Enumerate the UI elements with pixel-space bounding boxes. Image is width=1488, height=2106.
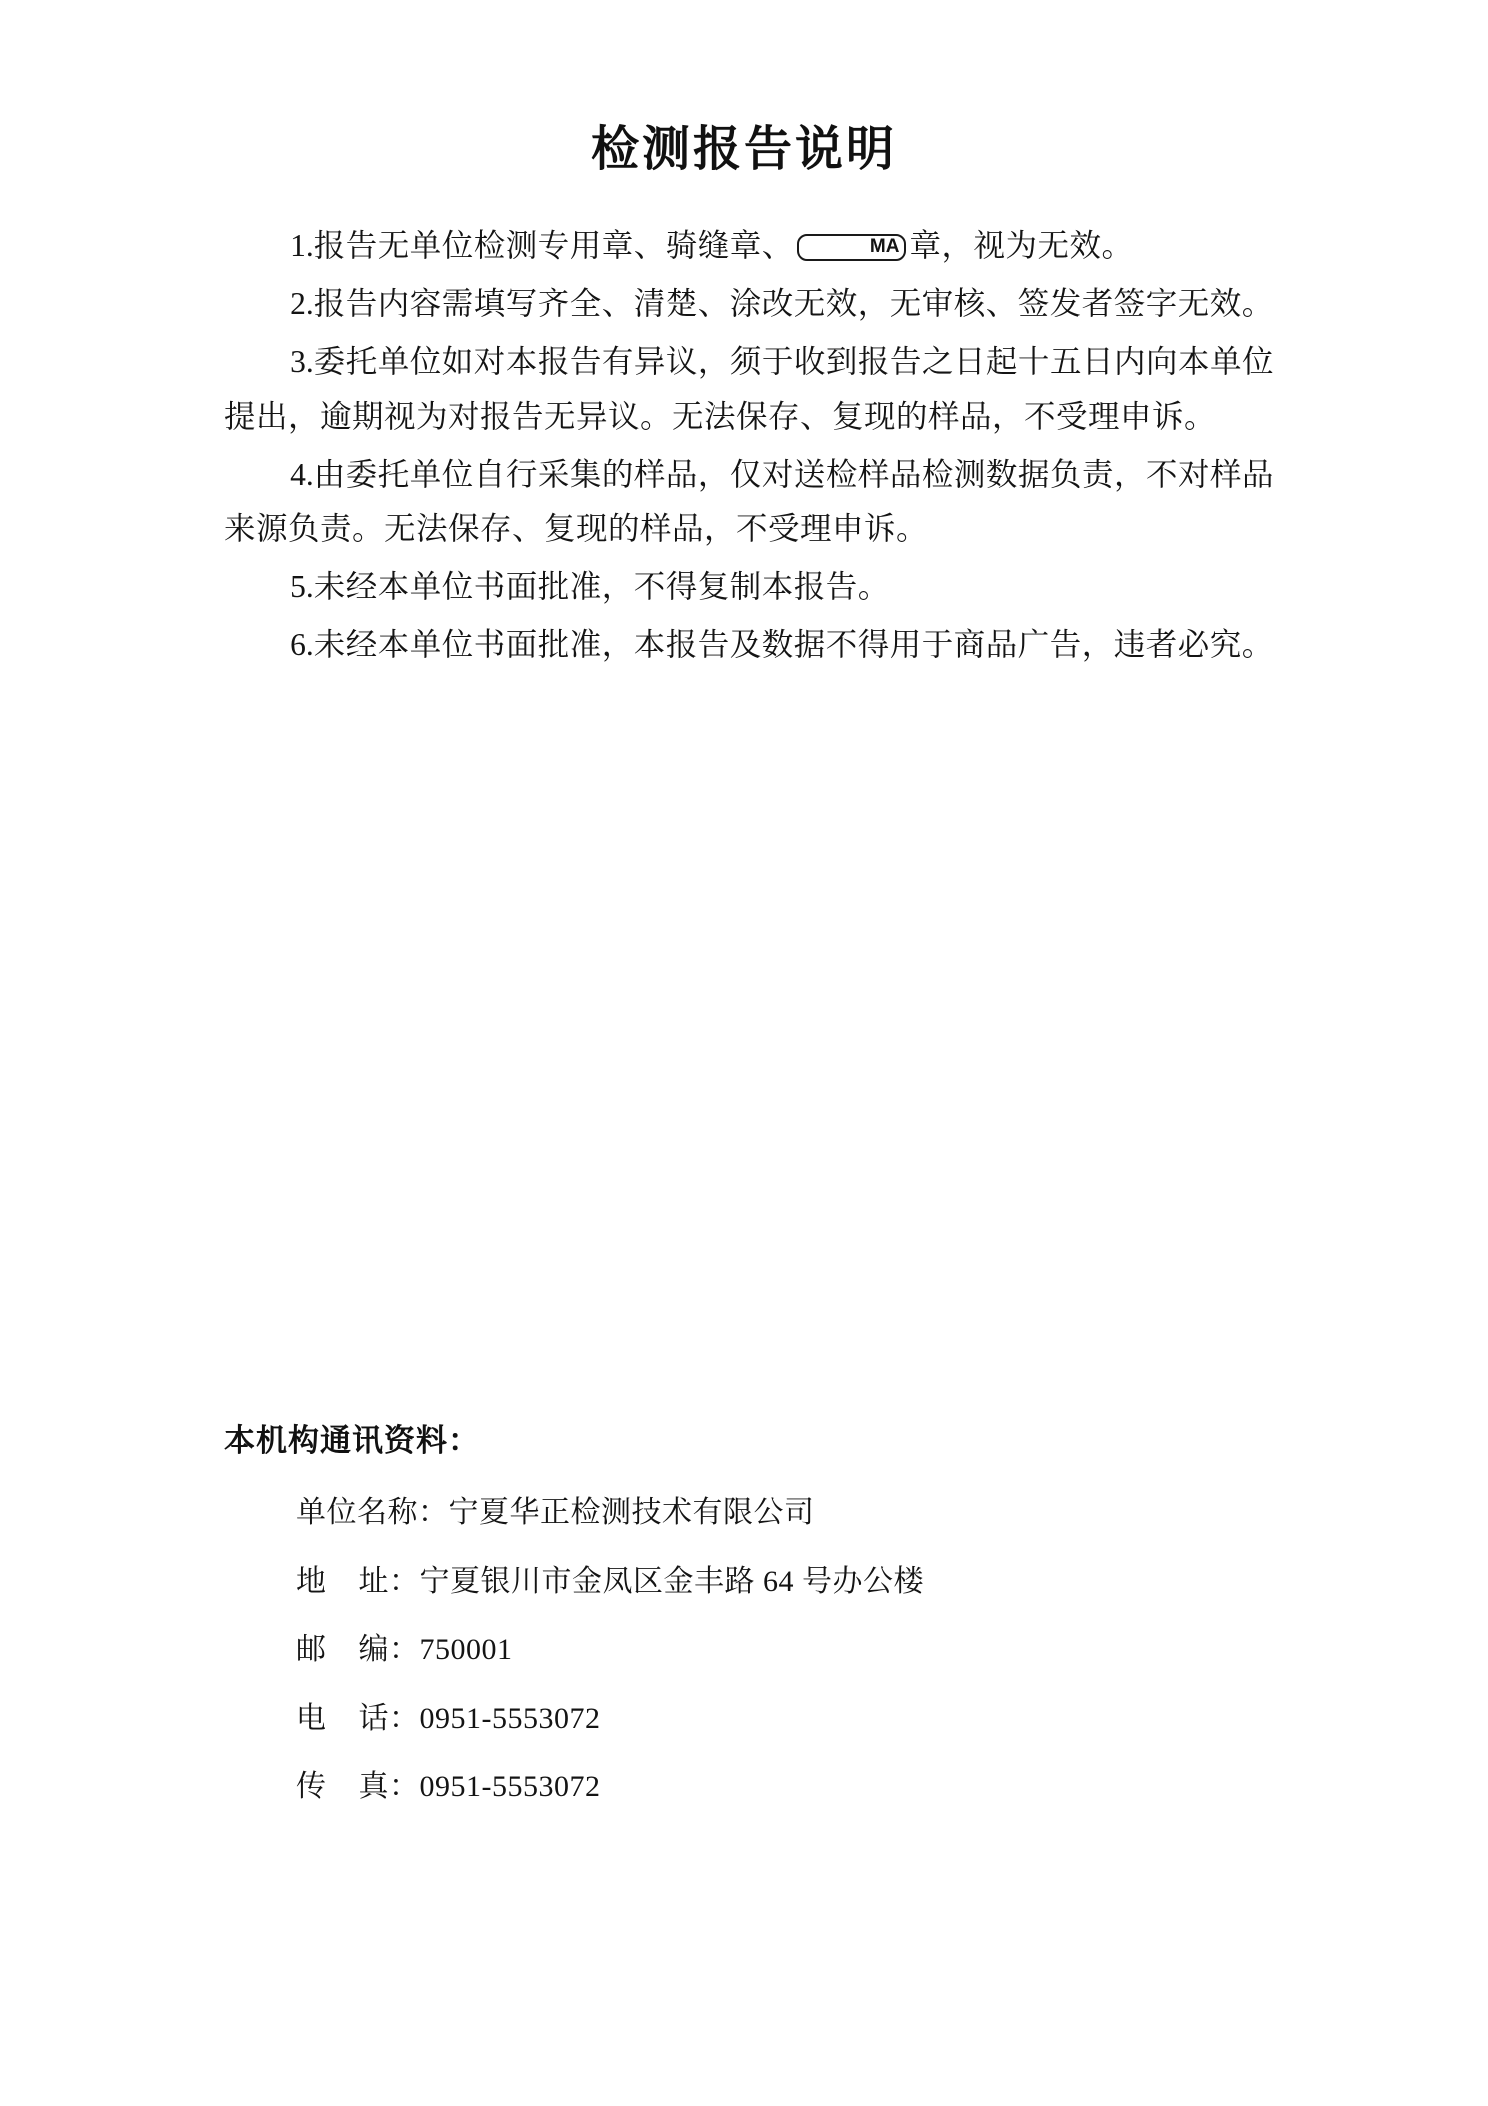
contact-value-address: 宁夏银川市金凤区金丰路 64 号办公楼: [419, 1564, 924, 1598]
note-text-1-before: 报告无单位检测专用章、骑缝章、: [313, 228, 794, 263]
contact-row-address: [224, 1559, 1369, 1606]
note-text-5: 未经本单位书面批准，不得复制本报告。: [313, 569, 890, 605]
contact-value-phone: 0951-5553072: [419, 1701, 601, 1735]
note-item-6: [224, 618, 1274, 672]
contact-row-postcode: [224, 1627, 1369, 1674]
page-title: 检测报告说明: [590, 123, 897, 176]
note-item-5: [224, 560, 1274, 614]
note-number-5: 5.: [290, 569, 314, 605]
note-number-2: 2.: [290, 286, 314, 322]
contact-value-postcode: 750001: [419, 1633, 513, 1666]
contact-heading: 本机构通讯资料：: [224, 1423, 480, 1458]
contact-value-fax: 0951-5553072: [419, 1770, 601, 1803]
contact-row-fax: [224, 1764, 1369, 1811]
note-text-2: 报告内容需填写齐全、清楚、涂改无效，无审核、签发者签字无效。: [313, 286, 1274, 322]
notes-section: [119, 219, 1369, 672]
note-text-1-after: 章，视为无效。: [909, 228, 1134, 263]
note-item-1: [224, 219, 1274, 273]
note-number-6: 6.: [290, 627, 314, 663]
contact-label-company: 单位名称：: [296, 1496, 449, 1529]
contact-label-address: 地 址：: [296, 1564, 420, 1598]
contact-row-company: [224, 1490, 1369, 1537]
contact-value-company: 宁夏华正检测技术有限公司: [448, 1496, 815, 1529]
ma-mark-icon: MA: [797, 234, 907, 261]
note-number-3: 3.: [290, 344, 314, 380]
note-text-3: 委托单位如对本报告有异议，须于收到报告之日起十五日内向本单位提出，逾期视为对报告无异议。无法保存、复现的样品，不受理申诉。: [224, 344, 1274, 434]
contact-row-phone: [224, 1696, 1369, 1743]
note-text-6: 未经本单位书面批准，本报告及数据不得用于商品广告，违者必究。: [313, 627, 1274, 663]
note-item-2: [224, 277, 1274, 331]
note-number-1: 1.: [290, 228, 314, 263]
note-number-4: 4.: [290, 456, 314, 492]
contact-label-fax: 传 真：: [296, 1770, 420, 1803]
contact-label-postcode: 邮 编：: [296, 1633, 420, 1666]
contact-section: [119, 1415, 1369, 1833]
contact-label-phone: 电 话：: [296, 1701, 420, 1735]
note-item-3: [224, 335, 1274, 443]
note-text-4: 由委托单位自行采集的样品，仅对送检样品检测数据负责，不对样品来源负责。无法保存、复现的样品，不受理申诉。: [224, 456, 1274, 546]
note-item-4: [224, 448, 1274, 556]
